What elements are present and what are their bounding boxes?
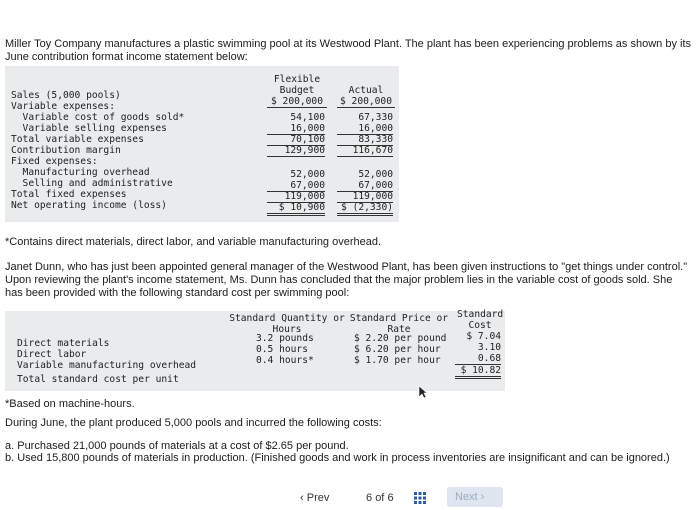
- item-b: b. Used 15,800 pounds of materials in production. (Finished goods and work in process inventories are insignificant and can be ignored.): [5, 452, 670, 464]
- grid-icon[interactable]: [414, 492, 426, 504]
- flex-value: 16,000: [267, 123, 325, 135]
- actual-value: 52,000: [358, 169, 393, 180]
- row-label: Manufacturing overhead: [11, 167, 150, 178]
- actual-header-1: Actual: [348, 85, 384, 96]
- row-label: Selling and administrative: [11, 178, 173, 189]
- std-row-label: Direct materials: [17, 338, 110, 349]
- std-price: $ 6.20 per hour: [354, 344, 441, 355]
- mouse-cursor-icon: [418, 385, 428, 399]
- cost-header-2: Cost: [468, 320, 492, 331]
- std-cost: 0.68: [455, 353, 501, 365]
- actual-value: 67,330: [358, 112, 393, 123]
- std-row-label: Variable manufacturing overhead: [17, 360, 197, 371]
- row-label: Variable expenses:: [11, 101, 115, 112]
- flex-header-1: Flexible: [273, 74, 321, 85]
- income-statement: [5, 66, 399, 222]
- of-label: of: [375, 492, 385, 504]
- flex-value: 67,000: [267, 180, 325, 192]
- intro-paragraph: Miller Toy Company manufactures a plastic swimming pool at its Westwood Plant. The plant has been experiencing problems as shown by its June contribution format income statement below:: [5, 38, 692, 63]
- flex-value: 119,000: [267, 191, 325, 203]
- std-row-label: Direct labor: [17, 349, 87, 360]
- std-price: $ 2.20 per pound: [354, 333, 447, 344]
- actual-value: 116,670: [337, 145, 393, 157]
- footnote-contains: *Contains direct materials, direct labor, and variable manufacturing overhead.: [5, 236, 382, 248]
- item-a: a. Purchased 21,000 pounds of materials at a cost of $2.65 per pound.: [5, 440, 349, 452]
- row-label: Total variable expenses: [11, 134, 144, 145]
- flex-value: 52,000: [290, 169, 325, 180]
- price-header-1: Standard Price or: [349, 313, 449, 324]
- footnote-machine-hours: *Based on machine-hours.: [5, 398, 135, 410]
- std-cost: $ 7.04: [466, 331, 501, 342]
- page-indicator[interactable]: [366, 492, 394, 504]
- row-label: Total fixed expenses: [11, 189, 127, 200]
- std-cost: 3.10: [477, 342, 501, 353]
- qty-header-2: Hours: [272, 324, 302, 335]
- actual-header-2: $ 200,000: [337, 96, 395, 108]
- flex-value: 70,100: [267, 134, 325, 146]
- std-cost-total: $ 10.82: [455, 365, 501, 379]
- price-header-2: Rate: [387, 324, 411, 335]
- row-label: Variable selling expenses: [11, 123, 167, 134]
- current-page: 6: [366, 492, 373, 504]
- row-label: Net operating income (loss): [11, 200, 167, 211]
- actual-value: $ (2,330): [337, 202, 393, 216]
- row-label: Sales (5,000 pools): [11, 90, 121, 101]
- prev-label: Prev: [306, 492, 330, 504]
- qty-header-1: Standard Quantity or: [229, 313, 345, 324]
- prev-button[interactable]: [300, 490, 342, 506]
- flex-value: 129,900: [267, 145, 325, 157]
- next-button[interactable]: [447, 487, 503, 507]
- std-price: $ 1.70 per hour: [354, 355, 441, 366]
- row-label: Fixed expenses:: [11, 156, 98, 167]
- std-qty: 0.5 hours: [256, 344, 308, 355]
- actual-value: 16,000: [337, 123, 393, 135]
- chevron-right-icon: ›: [480, 491, 485, 503]
- flex-value: $ 10,900: [267, 202, 325, 216]
- std-qty: 0.4 hours*: [256, 355, 314, 366]
- actual-value: 119,000: [337, 191, 393, 203]
- std-qty: 3.2 pounds: [256, 333, 314, 344]
- flex-value: 54,100: [290, 112, 325, 123]
- paragraph-june-costs: During June, the plant produced 5,000 pools and incurred the following costs:: [5, 417, 382, 429]
- paragraph-janet-dunn: Janet Dunn, who has just been appointed general manager of the Westwood Plant, has been given instructions to "get things under control." Upon reviewing the plant's income statement, Ms. Dunn has concluded that the major problem lies in the variable cost of goods sold. She has been provided with the following standard cost per swimming pool:: [5, 261, 688, 299]
- actual-value: 83,330: [337, 134, 393, 146]
- cost-header-1: Standard: [457, 309, 504, 320]
- flex-header-3: $ 200,000: [267, 96, 327, 108]
- actual-value: 67,000: [337, 180, 393, 192]
- row-label: Contribution margin: [11, 145, 121, 156]
- chevron-left-icon: ‹: [300, 492, 304, 504]
- total-pages: 6: [387, 492, 394, 504]
- standard-cost-table: [5, 311, 505, 391]
- row-label: Variable cost of goods sold*: [11, 112, 185, 123]
- next-label: Next: [455, 491, 478, 503]
- std-row-label: Total standard cost per unit: [17, 374, 179, 385]
- flex-header-2: Budget: [279, 85, 315, 96]
